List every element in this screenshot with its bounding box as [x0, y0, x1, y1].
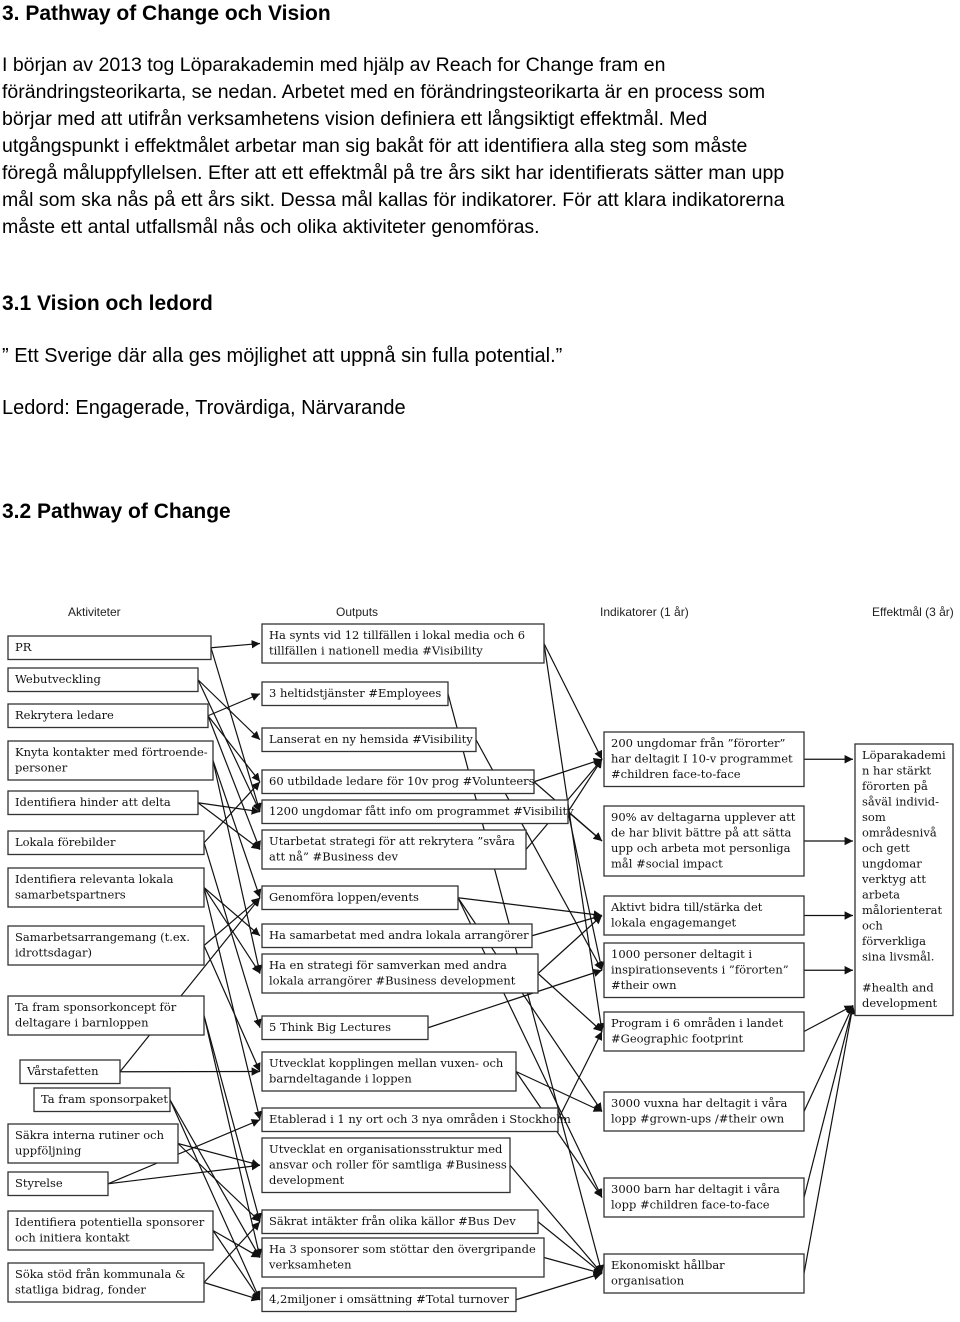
paragraph-line: föregå måluppfyllelsen. Efter att ett effektmål på tre års sikt har identifierats sätter man upp [2, 162, 785, 184]
indicator-box-text: 3000 vuxna har deltagit i våra [611, 1096, 788, 1110]
activity-box-text: Säkra interna rutiner och [15, 1128, 164, 1142]
output-box-text: development [269, 1173, 345, 1187]
indicator-box-text: #children face-to-face [611, 767, 741, 781]
paragraph-line: I början av 2013 tog Löparakademin med hjälp av Reach for Change fram en [2, 54, 666, 76]
indicator-box [604, 1012, 804, 1051]
indicator-box-text: inspirationsevents i ”förorten” [611, 962, 789, 977]
output-box-text: Säkrat intäkter från olika källor #Bus Dev [269, 1214, 516, 1228]
effect-goal-box-text: såväl individ- [862, 794, 939, 809]
output-box [262, 624, 544, 663]
indicator-box [604, 806, 804, 876]
connector-arrow [804, 1006, 853, 1274]
effect-goal-box-text: arbeta [862, 887, 900, 902]
activity-box-text: Ta fram sponsorkoncept för [15, 1000, 177, 1014]
output-box [262, 682, 448, 706]
activity-box [8, 831, 204, 855]
activity-box [8, 926, 204, 965]
column-header: Outputs [336, 605, 379, 619]
activity-box-text: Identifiera relevanta lokala [15, 872, 174, 886]
activity-box-text: Ta fram sponsorpaket [41, 1092, 168, 1106]
activity-box [8, 704, 208, 728]
indicator-box-text: mål #social impact [611, 856, 723, 871]
activity-box-frame [8, 636, 211, 660]
activity-box [8, 868, 204, 907]
activity-box [34, 1088, 170, 1112]
effect-goal-box-text: målorienterat [862, 903, 943, 917]
activity-box-text: uppföljning [15, 1143, 82, 1158]
effect-goal-box-text: #health and [862, 980, 934, 995]
output-box-text: 5 Think Big Lectures [269, 1020, 392, 1034]
output-box [262, 954, 538, 993]
activity-box [8, 1172, 108, 1196]
activity-box-text: PR [15, 640, 32, 654]
indicator-box [604, 896, 804, 935]
column-header: Effektmål (3 år) [872, 605, 954, 619]
output-box [262, 728, 476, 752]
connector-arrow [516, 1072, 602, 1198]
connector-arrow [204, 1283, 260, 1300]
activity-box [8, 636, 211, 660]
output-box [262, 1138, 510, 1193]
output-box-text: Lanserat en ny hemsida #Visibility [269, 732, 473, 746]
output-box [262, 1052, 516, 1091]
effect-goal-box [855, 744, 953, 1016]
activity-box-text: Webutveckling [15, 672, 101, 686]
connector-arrow [213, 761, 260, 974]
indicator-box-text: #Geographic footprint [611, 1031, 744, 1046]
output-box [262, 1210, 538, 1234]
activity-box-text: Söka stöd från kommunala & [15, 1267, 186, 1281]
indicator-box-text: #their own [611, 978, 677, 992]
connector-arrow [204, 888, 260, 936]
indicator-box-text: lopp #grown-ups /#their own [611, 1111, 785, 1126]
indicator-box-text: 3000 barn har deltagit i våra [611, 1182, 780, 1196]
connector-arrow [204, 888, 260, 974]
output-box-text: Utvecklat en organisationsstruktur med [269, 1142, 503, 1156]
output-box-text: Utarbetat strategi för att rekrytera ”svåra [269, 834, 515, 848]
output-box-text: Utvecklat kopplingen mellan vuxen- och [269, 1056, 504, 1070]
activity-box-text: statliga bidrag, fonder [15, 1282, 146, 1297]
output-box-text: Etablerad i 1 ny ort och 3 nya områden i Stockholm [269, 1112, 571, 1126]
output-box-text: 1200 ungdomar fått info om programmet #Visibility [269, 804, 574, 818]
indicator-box [604, 1178, 804, 1217]
output-box [262, 770, 535, 794]
connector-arrow [458, 898, 602, 916]
activity-box [8, 996, 204, 1035]
paragraph-line: börjar med att utifrån verksamhetens vision definiera ett långsiktigt effektmål. Med [2, 108, 708, 130]
indicator-box-text: Aktivt bidra till/stärka det [611, 900, 763, 914]
output-box-text: Genomföra loppen/events [269, 890, 419, 904]
indicator-box [604, 943, 804, 998]
vision-quote: ” Ett Sverige där alla ges möjlighet att uppnå sin fulla potential.” [2, 345, 563, 367]
indicator-box-text: lopp #children face-to-face [611, 1197, 770, 1212]
activity-box [8, 668, 198, 692]
paragraph-line: förändringsteorikarta, se nedan. Arbetet med en förändringsteorikarta är en process som [2, 81, 766, 103]
connector-arrow [538, 974, 602, 1032]
output-box [262, 924, 532, 948]
activity-box [8, 791, 198, 815]
connector-arrow [558, 1032, 602, 1120]
activity-box-text: deltagare i barnloppen [15, 1015, 149, 1030]
indicator-box-text: organisation [611, 1273, 685, 1288]
effect-goal-box-text: och [862, 918, 883, 933]
effect-goal-box-text: som [862, 810, 886, 824]
activity-box-text: Identifiera potentiella sponsorer [15, 1215, 205, 1229]
connector-arrow [538, 1222, 602, 1274]
indicator-box [604, 732, 804, 787]
activity-box-text: Rekrytera ledare [15, 708, 114, 722]
indicator-box-text: 1000 personer deltagit i [611, 947, 753, 961]
connector-arrow [178, 1144, 260, 1166]
effect-goal-box-text: Löparakademi [862, 748, 946, 762]
ledord-line: Ledord: Engagerade, Trovärdiga, Närvarande [2, 397, 406, 419]
pathway-of-change-diagram [0, 598, 960, 1322]
paragraph-line: utgångspunkt i effektmålet arbetar man sig bakåt för att identifiera alla steg som måste [2, 135, 748, 157]
output-box-text: Ha 3 sponsorer som stöttar den övergripande [269, 1242, 536, 1256]
output-box [262, 800, 574, 824]
paragraph-line: mål som ska nås på ett års sikt. Dessa mål kallas för indikatorer. För att klara indikatorerna [2, 189, 785, 211]
effect-goal-box-text: verktyg att [862, 872, 927, 886]
pathway-heading: 3.2 Pathway of Change [2, 500, 231, 523]
effect-goal-box-text: sina livsmål. [862, 949, 935, 964]
column-header: Aktiviteter [68, 605, 121, 619]
connector-arrow [213, 761, 260, 898]
activity-box-text: Vårstafetten [27, 1064, 99, 1078]
output-box [262, 1238, 544, 1277]
activity-box-text: Styrelse [15, 1176, 63, 1190]
connector-arrow [804, 1006, 853, 1198]
output-box-text: tillfällen i nationell media #Visibility [269, 643, 483, 658]
connector-arrow [568, 812, 602, 971]
connector-arrow [204, 1016, 260, 1222]
column-header: Indikatorer (1 år) [600, 605, 689, 619]
activity-box-text: personer [15, 760, 68, 775]
output-box-text: att nå” #Business dev [269, 849, 398, 864]
indicator-box-text: de har blivit bättre på att sätta [611, 825, 792, 840]
activity-box-text: idrottsdagar) [15, 945, 93, 960]
output-box [262, 1108, 571, 1132]
connector-arrow [211, 644, 260, 648]
output-box-text: Ha samarbetat med andra lokala arrangörer [269, 928, 529, 942]
vision-heading: 3.1 Vision och ledord [2, 292, 213, 315]
indicator-box-text: upp och arbeta mot personliga [611, 841, 791, 855]
effect-goal-box-text: förverkliga [862, 934, 927, 948]
activity-box [8, 1263, 204, 1302]
activity-box [20, 1060, 120, 1084]
indicator-box-text: 200 ungdomar från ”förorter” [611, 736, 786, 750]
effect-goal-box-text: och gett [862, 841, 910, 855]
activity-box [8, 741, 213, 780]
indicator-box-text: 90% av deltagarna upplever att [611, 810, 796, 824]
activity-box-text: Knyta kontakter med förtroende- [15, 745, 208, 759]
output-box-text: Ha en strategi för samverkan med andra [269, 958, 507, 972]
section-heading: 3. Pathway of Change och Vision [2, 2, 331, 25]
output-box-text: 3 heltidstjänster #Employees [269, 686, 442, 700]
connector-arrow [804, 1006, 853, 1112]
output-box-text: Ha synts vid 12 tillfällen i lokal media och 6 [269, 628, 526, 642]
activity-box [8, 1211, 213, 1250]
activity-box-text: Lokala förebilder [15, 835, 116, 849]
output-box-text: ansvar och roller för samtliga #Business [269, 1157, 507, 1172]
connector-arrow [120, 898, 260, 1072]
indicator-box-text: lokala engagemanget [611, 915, 737, 930]
effect-goal-box-text: områdesnivå [862, 825, 937, 840]
effect-goal-box-text: n har stärkt [862, 763, 931, 778]
connector-arrow [544, 1258, 602, 1274]
output-box-text: 4,2miljoner i omsättning #Total turnover [269, 1292, 509, 1306]
connector-arrow [804, 1006, 853, 1032]
output-box-text: verksamheten [269, 1257, 352, 1272]
output-box-text: 60 utbildade ledare för 10v prog #Volunteers [269, 774, 535, 788]
connector-arrow [204, 782, 260, 843]
activity-box [8, 1124, 178, 1163]
activity-box-text: Identifiera hinder att delta [15, 795, 171, 809]
output-box-text: lokala arrangörer #Business development [269, 973, 516, 988]
effect-goal-box-text: development [862, 996, 938, 1010]
activity-box-text: samarbetspartners [15, 887, 126, 902]
output-box-text: barndeltagande i loppen [269, 1071, 412, 1086]
indicator-box-text: Ekonomiskt hållbar [611, 1258, 725, 1272]
effect-goal-box-text: förorten på [862, 779, 928, 793]
output-box [262, 1288, 516, 1312]
output-box [262, 886, 458, 910]
paragraph-line: måste ett antal utfallsmål nås och olika aktiviteter genomföras. [2, 216, 540, 238]
output-box [262, 830, 526, 869]
indicator-box-text: Program i 6 områden i landet [611, 1016, 784, 1030]
activity-box-text: Samarbetsarrangemang (t.ex. [15, 930, 190, 944]
indicator-box [604, 1254, 804, 1293]
effect-goal-box-text: ungdomar [862, 856, 922, 871]
indicator-box [604, 1092, 804, 1131]
output-box [262, 1016, 428, 1040]
indicator-box-text: har deltagit I 10-v programmet [611, 751, 793, 766]
activity-box-text: och initiera kontakt [15, 1230, 130, 1245]
